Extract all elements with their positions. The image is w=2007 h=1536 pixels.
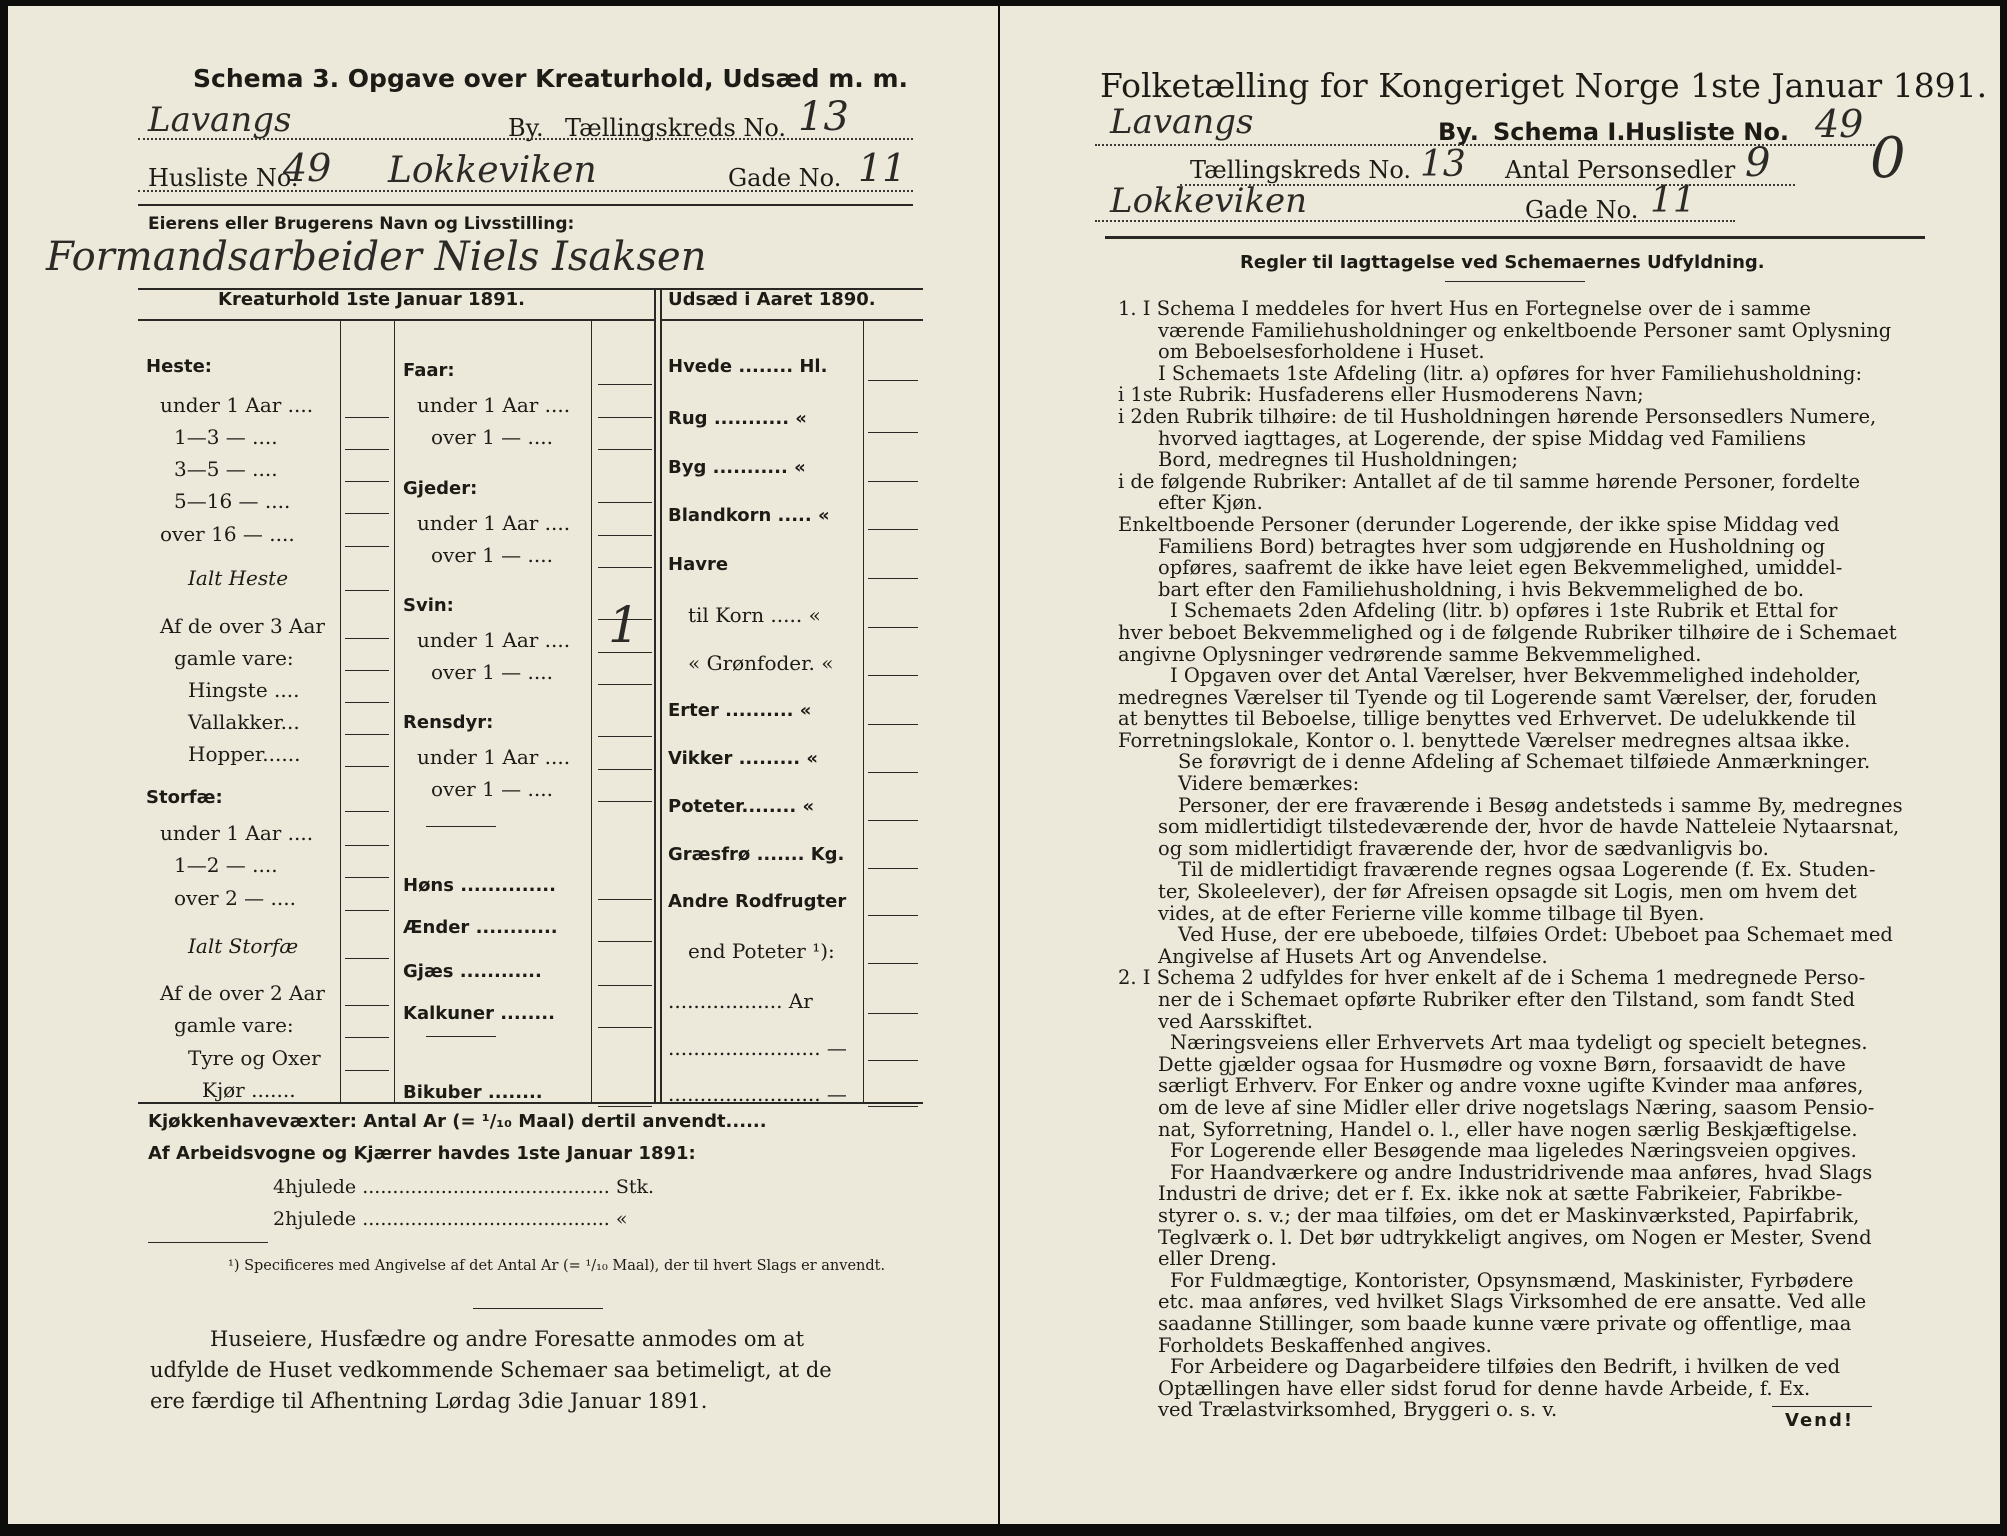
answer-line xyxy=(598,899,652,900)
rule-line: som midlertidigt tilstedeværende der, hvor de havde Natteleie Nytaarsnat, xyxy=(1158,815,1900,839)
udsaed-row-label: Hvede ........ Hl. xyxy=(668,356,828,377)
answer-line xyxy=(598,985,652,986)
hand-kreds-no: 13 xyxy=(798,94,849,140)
answer-line xyxy=(345,1005,389,1006)
header-kreaturhold: Kreaturhold 1ste Januar 1891. xyxy=(218,289,525,310)
rule-line: Se forøvrigt de i denne Afdeling af Schemaet tilføiede Anmærkninger. xyxy=(1178,750,1871,774)
gade-label: Gade No. xyxy=(728,164,842,192)
hand-owner: Formandsarbeider Niels Isaksen xyxy=(46,234,707,280)
rule-line: i de følgende Rubriker: Antallet af de til samme hørende Personer, fordelte xyxy=(1118,469,1861,493)
rule-line: Næringsveiens eller Erhvervets Art maa tydeligt og specielt betegnes. xyxy=(1170,1031,1868,1055)
answer-line xyxy=(598,535,652,536)
answer-line xyxy=(345,590,389,591)
hand-town: Lavangs xyxy=(148,100,292,140)
rule-line: Videre bemærkes: xyxy=(1178,772,1360,796)
answer-line xyxy=(598,384,652,385)
closing-line-3: ere færdige til Afhentning Lørdag 3die Januar 1891. xyxy=(150,1389,708,1413)
taellingskreds-label: Tællingskreds No. xyxy=(565,114,787,142)
udsaed-row-label: ........................ — xyxy=(668,1036,847,1060)
kreatur-row-label: Høns .............. xyxy=(403,875,556,896)
rule-line: I Schemaets 1ste Afdeling (litr. a) opføres for hver Familiehusholdning: xyxy=(1158,361,1863,385)
answer-line xyxy=(868,963,918,964)
header-udsaed: Udsæd i Aaret 1890. xyxy=(668,289,876,310)
rule-line: Dette gjælder ogsaa for Husmødre og voxne Børn, forsaavidt de have xyxy=(1158,1052,1846,1076)
rule-line: bart efter den Familiehusholdning, i hvis Bekvemmelighed de bo. xyxy=(1158,577,1805,601)
kreatur-row-label: 5—16 — .... xyxy=(174,489,291,513)
kreatur-row-label: over 16 — .... xyxy=(160,522,295,546)
taellingskreds-label-right: Tællingskreds No. xyxy=(1190,156,1412,184)
answer-line xyxy=(345,734,389,735)
rule-line: Teglværk o. l. Det bør udtrykkeligt angives, om Nogen er Mester, Svend xyxy=(1158,1225,1872,1249)
udsaed-row-label: Byg ........... « xyxy=(668,457,806,478)
udsaed-row-label: Græsfrø ....... Kg. xyxy=(668,844,845,865)
rule-line: at benyttes til Beboelse, tillige benyttes ved Erhvervet. De udelukkende til xyxy=(1118,707,1857,731)
udsaed-row-label: .................. Ar xyxy=(668,989,813,1013)
kreatur-row-label: over 1 — .... xyxy=(431,660,553,684)
answer-line xyxy=(598,801,652,802)
rule-line: Industri de drive; det er f. Ex. ikke nok at sætte Fabrikeier, Fabrikbe- xyxy=(1158,1182,1843,1206)
hand-town-right: Lavangs xyxy=(1110,102,1254,142)
owner-label: Eierens eller Brugerens Navn og Livsstilling: xyxy=(148,214,575,234)
rules-text xyxy=(1118,298,1903,1421)
udsaed-row-label: end Poteter ¹): xyxy=(688,939,835,963)
answer-line xyxy=(868,820,918,821)
answer-line xyxy=(345,513,389,514)
udsaed-row-label: ........................ — xyxy=(668,1082,847,1106)
answer-line xyxy=(868,529,918,530)
answer-line xyxy=(345,1070,389,1071)
rule-line: angivne Oplysninger vedrørende samme Bekvemmelighed. xyxy=(1118,642,1702,666)
hand-gade-no-right: 11 xyxy=(1650,180,1696,221)
rule-line: Forretningslokale, Kontor o. l. benyttede Værelser medregnes altsaa ikke. xyxy=(1118,728,1851,752)
rule-line: værende Familiehusholdninger og enkeltboende Personer samt Oplysning xyxy=(1158,318,1892,342)
rule-line: hver beboet Bekvemmelighed og i de følgende Rubriker tilhøire de i Schemaet xyxy=(1118,620,1897,644)
rule-line: vides, at de efter Ferierne ville komme tilbage til Byen. xyxy=(1158,901,1705,925)
answer-line xyxy=(598,417,652,418)
answer-line xyxy=(868,675,918,676)
schema3-title: Schema 3. Opgave over Kreaturhold, Udsæd m. m. xyxy=(193,64,909,93)
kreatur-row-label: Vallakker... xyxy=(188,710,300,734)
kjokkenhave-line: Kjøkkenhavevæxter: Antal Ar (= ¹/₁₀ Maal) dertil anvendt...... xyxy=(148,1111,767,1132)
answer-line xyxy=(868,1060,918,1061)
rule-line: Optællingen have eller sidst forud for denne havde Arbeide, f. Ex. xyxy=(1158,1376,1811,1400)
rule-line: ved Trælastvirksomhed, Bryggeri o. s. v. xyxy=(1158,1398,1558,1422)
by-label: By. xyxy=(508,114,544,142)
kreatur-row-label: Kjør ....... xyxy=(202,1078,296,1102)
hand-street: Lokkeviken xyxy=(388,150,597,191)
udsaed-row-label: Erter .......... « xyxy=(668,700,812,721)
rule-line: i 1ste Rubrik: Husfaderens eller Husmoderens Navn; xyxy=(1118,383,1644,407)
answer-line xyxy=(868,578,918,579)
answer-line xyxy=(345,811,389,812)
answer-line xyxy=(598,736,652,737)
answer-line xyxy=(598,1027,652,1028)
kreatur-row-label: over 1 — .... xyxy=(431,543,553,567)
answer-line xyxy=(868,481,918,482)
answer-line xyxy=(598,684,652,685)
hand-street-right: Lokkeviken xyxy=(1110,181,1308,221)
right-page xyxy=(1000,6,2000,1524)
kreatur-row-label: 3—5 — .... xyxy=(174,457,278,481)
answer-line xyxy=(345,845,389,846)
hand-svin-value: 1 xyxy=(608,596,640,654)
rule-line: Ved Huse, der ere ubeboede, tilføies Ordet: Ubeboet paa Schemaet med xyxy=(1178,923,1893,947)
udsaed-row-label: Vikker ......... « xyxy=(668,748,819,769)
udsaed-row-label: Blandkorn ..... « xyxy=(668,505,830,526)
kreatur-row-label: Ænder ............ xyxy=(403,917,558,938)
rule-line: Til de midlertidigt fraværende regnes ogsaa Logerende (f. Ex. Studen- xyxy=(1178,858,1876,882)
kreatur-row-label: Kalkuner ........ xyxy=(403,1003,555,1024)
kreatur-row-label: Svin: xyxy=(403,595,454,616)
rule-line: Bord, medregnes til Husholdningen; xyxy=(1158,448,1519,472)
arbeidsvogne-line: Af Arbeidsvogne og Kjærrer havdes 1ste Januar 1891: xyxy=(148,1143,696,1164)
answer-line xyxy=(868,772,918,773)
rule-line: For Logerende eller Besøgende maa ligeledes Næringsveien opgives. xyxy=(1170,1139,1857,1163)
kreatur-row-label: over 1 — .... xyxy=(431,777,553,801)
answer-line xyxy=(598,502,652,503)
closing-line-2: udfylde de Huset vedkommende Schemaer saa betimeligt, at de xyxy=(150,1358,832,1382)
hand-margin-mark: 0 xyxy=(1870,126,1906,191)
kreatur-row-label: under 1 Aar .... xyxy=(160,821,314,845)
kreatur-row-label: Heste: xyxy=(146,356,212,377)
answer-line xyxy=(345,877,389,878)
footnote: ¹) Specificeres med Angivelse af det Antal Ar (= ¹/₁₀ Maal), der til hvert Slags er anvendt. xyxy=(228,1258,886,1274)
kreatur-row-label: gamle vare: xyxy=(174,1013,294,1037)
rule-line: I Opgaven over det Antal Værelser, hver Bekvemmelighed indeholder, xyxy=(1170,664,1861,688)
hand-husliste-no-right: 49 xyxy=(1815,102,1864,146)
by-label-right: By. xyxy=(1438,118,1479,146)
kreatur-row-label: Faar: xyxy=(403,360,455,381)
rule-line: ved Aarsskiftet. xyxy=(1158,1009,1313,1033)
answer-line xyxy=(345,910,389,911)
rule-line: nat, Syforretning, Handel o. l., eller have nogen særlig Beskjæftigelse. xyxy=(1158,1117,1858,1141)
rule-line: opføres, saafremt de ikke have leiet egen Bekvemmelighed, umiddel- xyxy=(1158,556,1843,580)
kreatur-row-label: Hopper...... xyxy=(188,742,301,766)
rule-line: Familiens Bord) betragtes hver som udgjørende en Husholdning og xyxy=(1158,534,1826,558)
answer-line xyxy=(345,449,389,450)
rule-line: ter, Skoleelever), der før Afreisen opsagde sit Logis, men om hvem det xyxy=(1158,880,1857,904)
answer-line xyxy=(345,1102,389,1103)
answer-line xyxy=(345,766,389,767)
udsaed-row-label: til Korn ..... « xyxy=(688,603,821,627)
udsaed-row-label: « Grønfoder. « xyxy=(688,651,834,675)
rule-line: om de leve af sine Midler eller drive nogetslags Næring, saasom Pensio- xyxy=(1158,1095,1875,1119)
rule-line: efter Kjøn. xyxy=(1158,491,1263,515)
gade-label-right: Gade No. xyxy=(1525,196,1639,224)
kreatur-row-label: Tyre og Oxer xyxy=(188,1046,321,1070)
separator-line xyxy=(426,1036,496,1037)
answer-line xyxy=(868,432,918,433)
kreatur-row-label: Gjeder: xyxy=(403,478,478,499)
answer-line xyxy=(868,915,918,916)
rule-line: i 2den Rubrik tilhøire: de til Husholdningen hørende Personsedlers Numere, xyxy=(1118,404,1877,428)
answer-line xyxy=(598,1106,652,1107)
answer-line xyxy=(598,567,652,568)
answer-line xyxy=(345,481,389,482)
folketaelling-title: Folketælling for Kongeriget Norge 1ste Januar 1891. xyxy=(1100,66,1988,105)
rule-line: hvorved iagttages, at Logerende, der spise Middag ved Familiens xyxy=(1158,426,1807,450)
kreatur-row-label: under 1 Aar .... xyxy=(417,511,571,535)
hand-gade-no: 11 xyxy=(858,146,907,190)
rules-title: Regler til Iagttagelse ved Schemaernes Udfyldning. xyxy=(1240,252,1765,273)
kreatur-row-label: Gjæs ............ xyxy=(403,961,542,982)
rule-line: Angivelse af Husets Art og Anvendelse. xyxy=(1158,944,1548,968)
kreatur-row-label: under 1 Aar .... xyxy=(160,393,314,417)
udsaed-row-label: Poteter........ « xyxy=(668,796,815,817)
rule-line: særligt Erhverv. For Enker og andre voxne ugifte Kvinder maa anføres, xyxy=(1158,1074,1864,1098)
antal-label: Antal Personsedler xyxy=(1505,156,1736,184)
answer-line xyxy=(345,417,389,418)
answer-line xyxy=(868,627,918,628)
kreatur-row-label: over 1 — .... xyxy=(431,425,553,449)
schema-label: Schema I. xyxy=(1493,118,1626,146)
answer-line xyxy=(345,638,389,639)
kreatur-row-label: 1—2 — .... xyxy=(174,853,278,877)
kreatur-row-label: under 1 Aar .... xyxy=(417,745,571,769)
answer-line xyxy=(868,380,918,381)
answer-line xyxy=(598,769,652,770)
kreatur-row-label: over 2 — .... xyxy=(174,886,296,910)
hand-kreds-no-right: 13 xyxy=(1420,144,1466,185)
kreatur-row-label: Bikuber ........ xyxy=(403,1082,543,1103)
separator-line xyxy=(426,826,496,827)
answer-line xyxy=(868,724,918,725)
udsaed-row-label: Havre xyxy=(668,554,729,575)
closing-text xyxy=(150,1324,832,1417)
rule-line: 1. I Schema I meddeles for hvert Hus en Fortegnelse over de i samme xyxy=(1118,297,1811,320)
husliste-label: Husliste No. xyxy=(148,164,299,192)
kreatur-row-label: Af de over 2 Aar xyxy=(160,981,325,1005)
answer-line xyxy=(598,449,652,450)
kreatur-row-label: Ialt Storfæ xyxy=(188,934,299,958)
answer-line xyxy=(598,941,652,942)
rule-line: eller Dreng. xyxy=(1158,1247,1277,1271)
kreatur-row-label: Af de over 3 Aar xyxy=(160,614,325,638)
rule-line: medregnes Værelser til Tyende og til Logerende samt Værelser, der, foruden xyxy=(1118,685,1878,709)
tohjulede-line: 2hjulede ......................................... « xyxy=(273,1208,628,1230)
vend-label: Vend! xyxy=(1785,1410,1855,1431)
kreatur-row-label: Hingste .... xyxy=(188,678,300,702)
rule-line: Enkeltboende Personer (derunder Logerende, der ikke spise Middag ved xyxy=(1118,512,1840,536)
rule-line: I Schemaets 2den Afdeling (litr. b) opføres i 1ste Rubrik et Ettal for xyxy=(1170,599,1838,623)
rule-line: om Beboelsesforholdene i Huset. xyxy=(1158,340,1485,364)
rule-line: og som midlertidigt fraværende der, hvor de sædvanligvis bo. xyxy=(1158,836,1769,860)
udsaed-row-label: Rug ........... « xyxy=(668,408,807,429)
kreatur-row-label: Ialt Heste xyxy=(188,566,289,590)
rule-line: For Arbeidere og Dagarbeidere tilføies den Bedrift, i hvilken de ved xyxy=(1170,1355,1841,1379)
kreatur-row-label: 1—3 — .... xyxy=(174,425,278,449)
kreatur-row-label: gamle vare: xyxy=(174,646,294,670)
rule-line: For Haandværkere og andre Industridrivende maa anføres, hvad Slags xyxy=(1170,1160,1873,1184)
answer-line xyxy=(868,868,918,869)
closing-line-1: Huseiere, Husfædre og andre Foresatte anmodes om at xyxy=(210,1327,805,1351)
hand-husliste-no: 49 xyxy=(283,146,332,190)
rule-line: saadanne Stillinger, som baade kunne være private og offentlige, maa xyxy=(1158,1311,1852,1335)
kreatur-row-label: under 1 Aar .... xyxy=(417,628,571,652)
answer-line xyxy=(345,1037,389,1038)
kreatur-row-label: under 1 Aar .... xyxy=(417,393,571,417)
hand-antal: 9 xyxy=(1745,140,1771,186)
rule-line: ner de i Schemaet opførte Rubriker efter den Tilstand, som fandt Sted xyxy=(1158,988,1855,1011)
rule-line: For Fuldmægtige, Kontorister, Opsynsmænd, Maskinister, Fyrbødere xyxy=(1170,1268,1854,1292)
answer-line xyxy=(868,1106,918,1107)
rule-line: 2. I Schema 2 udfyldes for hver enkelt af de i Schema 1 medregnede Perso- xyxy=(1118,966,1866,990)
answer-line xyxy=(345,958,389,959)
rule-line: Forholdets Beskaffenhed angives. xyxy=(1158,1333,1492,1357)
left-page xyxy=(8,6,998,1524)
answer-line xyxy=(345,670,389,671)
answer-line xyxy=(345,702,389,703)
kreatur-row-label: Storfæ: xyxy=(146,787,223,808)
udsaed-row-label: Andre Rodfrugter xyxy=(668,891,847,912)
husliste-label-right: Husliste No. xyxy=(1625,118,1789,146)
answer-line xyxy=(868,1013,918,1014)
rule-line: etc. maa anføres, ved hvilket Slags Virksomhed de ere ansatte. Ved alle xyxy=(1158,1290,1867,1314)
rule-line: styrer o. s. v.; der maa tilføies, om det er Maskinværksted, Papirfabrik, xyxy=(1158,1203,1860,1227)
firehjulede-line: 4hjulede ......................................... Stk. xyxy=(273,1176,655,1198)
rule-line: Personer, der ere fraværende i Besøg andetsteds i samme By, medregnes xyxy=(1178,793,1903,817)
kreatur-row-label: Rensdyr: xyxy=(403,712,494,733)
answer-line xyxy=(345,546,389,547)
